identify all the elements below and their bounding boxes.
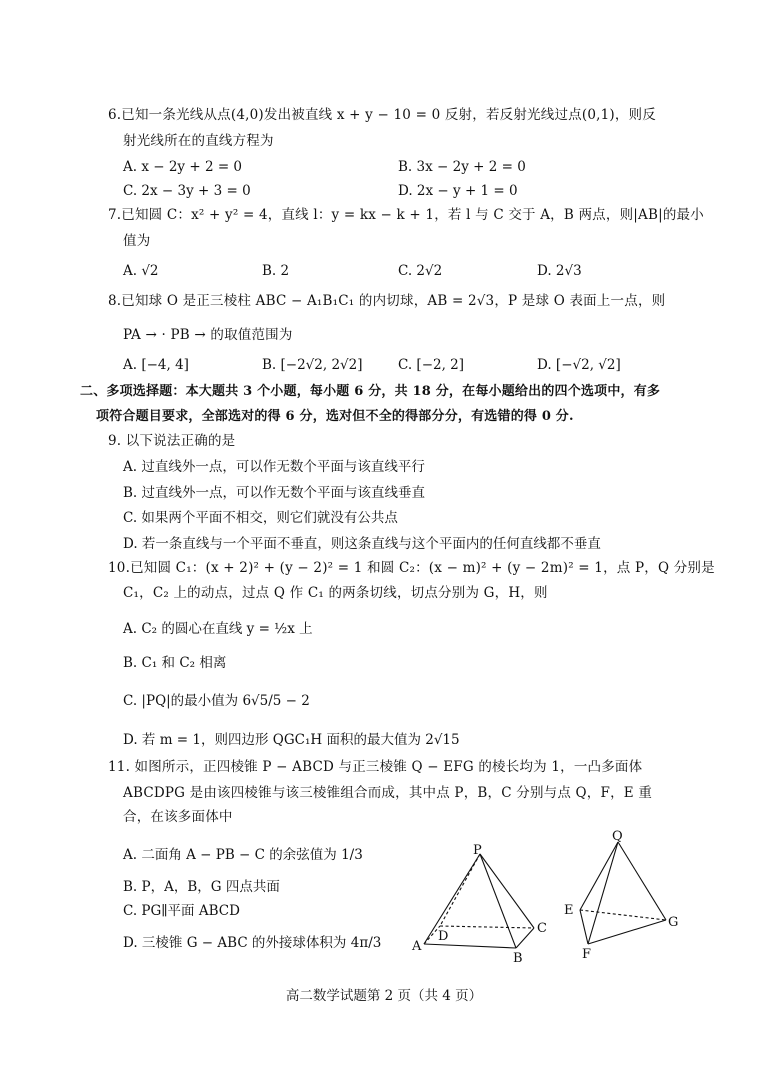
q11-option-a: A. 二面角 A − PB − C 的余弦值为 1/3 xyxy=(123,847,363,863)
q10-option-b: B. C₁ 和 C₂ 相离 xyxy=(123,655,227,671)
label-p: P xyxy=(473,843,482,858)
q7-stem-line2: 值为 xyxy=(123,233,151,249)
label-g: G xyxy=(668,915,679,930)
pyramid-figure xyxy=(410,840,560,965)
q7-option-d: D. 2√3 xyxy=(537,263,582,279)
q10-option-a: A. C₂ 的圆心在直线 y = ½x 上 xyxy=(123,621,313,637)
q8-option-a: A. [−4, 4] xyxy=(123,357,189,373)
q7-option-b: B. 2 xyxy=(262,263,290,279)
q6-stem-line2: 射光线所在的直线方程为 xyxy=(123,133,274,149)
q6-stem-line1: 6.已知一条光线从点(4,0)发出被直线 x + y − 10 = 0 反射，若反射光线过点(0,1)，则反 xyxy=(108,107,656,123)
q10-option-c: C. |PQ|的最小值为 6√5/5 − 2 xyxy=(123,693,310,709)
q6-option-d: D. 2x − y + 1 = 0 xyxy=(398,183,518,199)
q7-option-a: A. √2 xyxy=(123,263,159,279)
page-footer: 高二数学试题第 2 页（共 4 页） xyxy=(285,988,483,1004)
label-c: C xyxy=(537,921,547,936)
label-f: F xyxy=(582,947,592,961)
q9-option-c: C. 如果两个平面不相交，则它们就没有公共点 xyxy=(123,510,398,526)
label-b: B xyxy=(513,951,523,965)
q11-stem-line3: 合，在该多面体中 xyxy=(123,809,233,825)
section2-header-line1: 二、多项选择题：本大题共 3 个小题，每小题 6 分，共 18 分，在每小题给出的四个选项中，有多 xyxy=(80,384,661,399)
q7-stem-line1: 7.已知圆 C：x² + y² = 4，直线 l：y = kx − k + 1，若 l 与 C 交于 A，B 两点，则|AB|的最小 xyxy=(108,207,704,223)
q9-option-d: D. 若一条直线与一个平面不垂直，则这条直线与这个平面内的任何直线都不垂直 xyxy=(123,536,601,552)
q10-stem-line1: 10.已知圆 C₁：(x + 2)² + (y − 2)² = 1 和圆 C₂：(x − m)² + (y − 2m)² = 1，点 P，Q 分别是 xyxy=(108,560,715,576)
q8-stem-line1: 8.已知球 O 是正三棱柱 ABC − A₁B₁C₁ 的内切球，AB = 2√3，P 是球 O 表面上一点，则 xyxy=(108,293,666,309)
q9-stem: 9. 以下说法正确的是 xyxy=(108,433,236,449)
q11-stem-line1: 11. 如图所示，正四棱锥 P − ABCD 与正三棱锥 Q − EFG 的棱长均为 1，一凸多面体 xyxy=(108,759,643,775)
q8-option-d: D. [−√2, √2] xyxy=(537,357,621,373)
q6-option-c: C. 2x − 3y + 3 = 0 xyxy=(123,183,251,199)
q11-option-c: C. PG∥平面 ABCD xyxy=(123,903,240,919)
q7-option-c: C. 2√2 xyxy=(398,263,443,279)
label-q: Q xyxy=(612,829,623,844)
label-a: A xyxy=(412,939,422,954)
q8-stem-line2: PA → · PB → 的取值范围为 xyxy=(123,327,293,343)
q9-option-a: A. 过直线外一点，可以作无数个平面与该直线平行 xyxy=(123,459,425,475)
q9-option-b: B. 过直线外一点，可以作无数个平面与该直线垂直 xyxy=(123,485,426,501)
section2-header-line2: 项符合题目要求，全部选对的得 6 分，选对但不全的得部分分，有选错的得 0 分. xyxy=(96,409,574,424)
q10-stem-line2: C₁，C₂ 上的动点，过点 Q 作 C₁ 的两条切线，切点分别为 G，H，则 xyxy=(123,585,548,601)
label-e: E xyxy=(564,903,574,918)
q6-option-a: A. x − 2y + 2 = 0 xyxy=(123,159,243,175)
tetrahedron-figure xyxy=(558,826,688,961)
q8-option-c: C. [−2, 2] xyxy=(398,357,465,373)
q10-option-d: D. 若 m = 1，则四边形 QGC₁H 面积的最大值为 2√15 xyxy=(123,732,460,748)
q6-option-b: B. 3x − 2y + 2 = 0 xyxy=(398,159,526,175)
q11-stem-line2: ABCDPG 是由该四棱锥与该三棱锥组合而成，其中点 P，B，C 分别与点 Q，F，E 重 xyxy=(123,785,653,801)
q8-option-b: B. [−2√2, 2√2] xyxy=(262,357,363,373)
q11-option-b: B. P，A，B，G 四点共面 xyxy=(123,879,280,895)
q11-option-d: D. 三棱锥 G − ABC 的外接球体积为 4π/3 xyxy=(123,935,382,951)
label-d: D xyxy=(438,929,449,944)
